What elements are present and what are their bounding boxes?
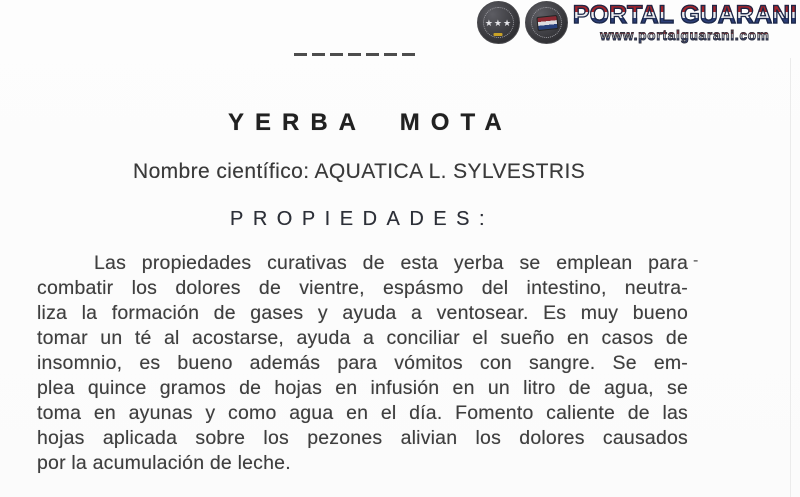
paragraph-line: insomnio, es bueno además para vómitos con sangre. Se em-: [37, 352, 688, 374]
logo-title: PORTAL GUARANI: [572, 1, 797, 29]
scientific-name-line: [133, 158, 585, 186]
three-stars-icon: ★★★: [484, 18, 513, 28]
paragraph-line: liza la formación de gases y ayuda a ventosear. Es muy bueno: [37, 302, 688, 324]
portal-guarani-watermark: [477, 1, 797, 44]
seal-gold-mark: [494, 33, 503, 36]
body-paragraph: [37, 251, 688, 476]
paragraph-line: toma en ayunas y como agua en el día. Fomento caliente de las: [37, 402, 688, 424]
scan-edge-artifact: [790, 58, 791, 497]
paragraph-line: por la acumulación de leche.: [37, 452, 291, 474]
paragraph-line: Las propiedades curativas de esta yerba se emplean para: [94, 252, 688, 274]
paraguay-flag-icon: [536, 15, 558, 31]
stars-seal-badge-icon: [477, 1, 520, 44]
logo-url: www.portalguarani.com: [600, 28, 770, 43]
paragraph-line: hojas aplicada sobre los pezones alivian los dolores causados: [37, 427, 688, 449]
scientific-name-value: AQUATICA L. SYLVESTRIS: [314, 160, 586, 183]
paragraph-line: plea quince gramos de hojas en infusión en un litro de agua, se: [37, 377, 688, 399]
scan-dash-artifact: -: [693, 252, 699, 269]
dashed-divider-line: [294, 53, 416, 56]
page-title: YERBA MOTA: [228, 109, 513, 136]
paragraph-line: combatir los dolores de vientre, espásmo del intestino, neutra-: [37, 277, 688, 299]
scientific-name-label: Nombre científico:: [133, 160, 310, 183]
paragraph-line: tomar un té al acostarse, ayuda a conciliar el sueño en casos de: [37, 327, 688, 349]
logo-text-block: [573, 1, 797, 43]
flag-seal-badge-icon: [525, 1, 568, 44]
section-heading-propiedades: PROPIEDADES:: [230, 208, 495, 230]
